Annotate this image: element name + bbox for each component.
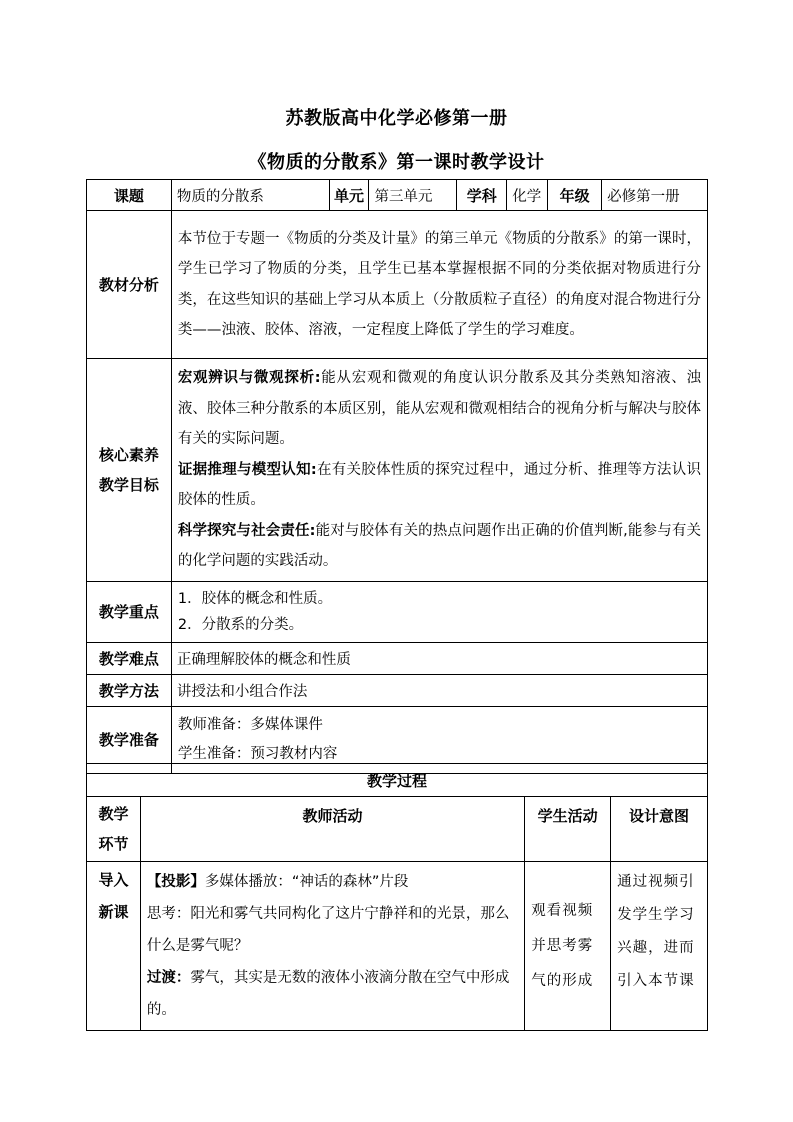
- stage-cell: [87, 862, 141, 1031]
- teacher-p2: 思考：阳光和雾气共同构化了这片宁静祥和的光景，那么什么是雾气呢？: [146, 906, 510, 954]
- col-student-header: 学生活动: [525, 797, 611, 862]
- stage-line2: 新课: [98, 903, 129, 921]
- grade-label: 年级: [548, 180, 602, 211]
- subject-label: 学科: [457, 180, 507, 211]
- design-intent: 通过视频引发学生学习兴趣，进而引入本节课: [611, 862, 708, 1031]
- lesson-info-table: [86, 179, 708, 774]
- col-stage-header: [87, 797, 141, 862]
- stage-line1: 导入: [98, 871, 129, 889]
- goal-heading: 宏观辨识与微观探析:: [177, 370, 321, 386]
- process-table: [86, 763, 708, 1031]
- teacher-p3: [147, 962, 518, 1026]
- process-title: 教学过程: [87, 764, 708, 797]
- transition-tag: 过渡：: [146, 970, 191, 986]
- topic-label: 课题: [87, 180, 172, 211]
- process-title-row: [87, 764, 708, 797]
- unit-value: 第三单元: [369, 180, 457, 211]
- difficulty-row: [87, 642, 708, 674]
- goal-item: [178, 363, 701, 455]
- projection-text: 多媒体播放：“神话的森林”片段: [204, 874, 409, 890]
- transition-text: 雾气，其实是无数的液体小液滴分散在空气中形成的。: [146, 970, 510, 1018]
- goals-content: [171, 359, 707, 582]
- method-row: [87, 674, 708, 706]
- student-activity: 观看视频并思考雾气的形成: [525, 862, 611, 1031]
- goal-text: 能从宏观和微观的角度认识分散系及其分类熟知溶液、浊液、胶体三种分散系的本质区别，能从宏观和微观相结合的视角分析与解决与胶体有关的实际问题。: [177, 370, 701, 447]
- preparation-item: 教师准备：多媒体课件: [177, 716, 323, 733]
- goal-item: [178, 455, 701, 516]
- preparation-label: 教学准备: [87, 706, 172, 773]
- analysis-row: [87, 211, 708, 359]
- goals-label: [87, 359, 172, 582]
- unit-label: 单元: [329, 180, 369, 211]
- goal-item: [178, 516, 701, 577]
- key-point-item: 1．胶体的概念和性质。: [177, 590, 333, 607]
- col-stage-line1: 教学: [98, 805, 129, 823]
- key-points-content: [171, 581, 707, 642]
- goals-row: [87, 359, 708, 582]
- goal-heading: 科学探究与社会责任:: [177, 522, 316, 539]
- key-points-row: [87, 581, 708, 642]
- goals-label-line1: 核心素养: [98, 445, 159, 464]
- document-title-line1: 苏教版高中化学必修第一册: [285, 108, 508, 129]
- goal-heading: 证据推理与模型认知:: [177, 461, 317, 478]
- subject-value: 化学: [507, 180, 548, 211]
- topic-row: [87, 180, 708, 211]
- col-intent-header: 设计意图: [611, 797, 708, 862]
- key-points-label: 教学重点: [87, 581, 172, 642]
- col-stage-line2: 环节: [98, 835, 129, 853]
- teacher-activity: [140, 862, 524, 1031]
- topic-value: 物质的分散系: [171, 180, 329, 211]
- difficulty-text: 正确理解胶体的概念和性质: [171, 642, 707, 674]
- analysis-text: 本节位于专题一《物质的分类及计量》的第三单元《物质的分散系》的第一课时，学生已学习了物质的分类，且学生已基本掌握根据不同的分类依据对物质进行分类，在这些知识的基础上学习从本质上（分散质粒子直径）的角度对混合物进行分类——浊液、胶体、溶液，一定程度上降低了学生的学习难度。: [171, 211, 707, 359]
- key-point-item: 2．分散系的分类。: [177, 616, 304, 633]
- preparation-item: 学生准备：预习教材内容: [177, 745, 338, 762]
- projection-tag: 【投影】: [146, 874, 205, 890]
- goals-label-line2: 教学目标: [98, 475, 159, 494]
- difficulty-label: 教学难点: [87, 642, 172, 674]
- document-title-line2: 《物质的分散系》第一课时教学设计: [248, 152, 545, 173]
- method-label: 教学方法: [87, 674, 172, 706]
- col-teacher-header: 教师活动: [140, 797, 524, 862]
- teacher-p1: [147, 866, 518, 898]
- goal-text: 在有关胶体性质的探究过程中，通过分析、推理等方法认识胶体的性质。: [177, 461, 701, 508]
- goal-text: 能对与胶体有关的热点问题作出正确的价值判断,能参与有关的化学问题的实践活动。: [177, 522, 701, 569]
- grade-value: 必修第一册: [602, 180, 708, 211]
- process-header-row: [87, 797, 708, 862]
- analysis-label: 教材分析: [87, 211, 172, 359]
- process-row: [87, 862, 708, 1031]
- method-text: 讲授法和小组合作法: [171, 674, 707, 706]
